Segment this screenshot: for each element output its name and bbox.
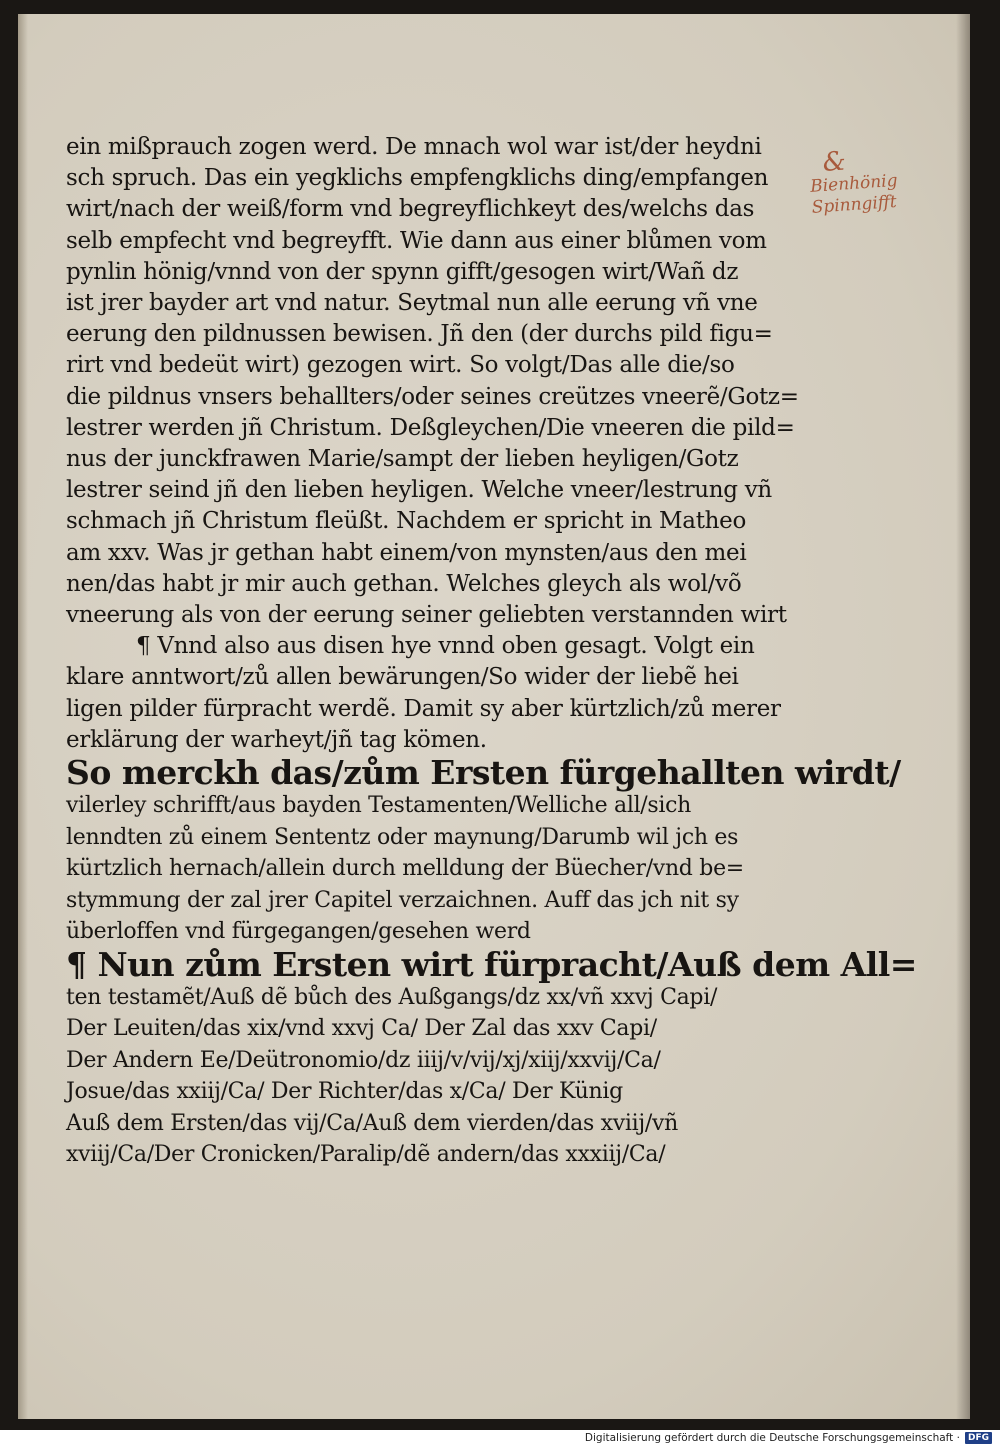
dfg-logo-icon: DFG [965,1432,992,1444]
page-edge-shadow [956,14,970,1419]
text-line: vilerley schrifft/aus bayden Testamenten/Welliche all/sich [66,793,692,819]
text-line: lestrer werden jñ Christum. Deßgleychen/Die vneeren die pild= [66,414,795,441]
margin-note-line: Spinngifft [811,191,898,218]
page-gutter-shadow [18,14,28,1419]
text-line: stymmung der zal jrer Capitel verzaichnen. Auff das jch nit sy [66,887,739,913]
text-line: erklärung der warheyt/jñ tag kömen. [66,726,487,753]
margin-mark: & [821,146,847,178]
text-line: ein mißprauch zogen werd. De mnach wol war ist/der heydni [66,134,762,160]
text-line: lestrer seind jñ den lieben heyligen. Welche vneer/lestrung vñ [66,477,772,504]
margin-note-line: Bienhönig [809,170,899,197]
footer-credit [585,1430,992,1445]
text-line: am xxv. Was jr gethan habt einem/von mynsten/aus den mei [66,539,747,566]
book-page [18,14,970,1419]
text-line: Auß dem Ersten/das vij/Ca/Auß dem vierden/das xviij/vñ [66,1110,678,1136]
text-line: Josue/das xxiij/Ca/ Der Richter/das x/Ca/ Der Künig [66,1079,623,1105]
text-line: rirt vnd bedeüt wirt) gezogen wirt. So volgt/Das alle die/so [66,352,735,379]
text-line: wirt/nach der weiß/form vnd begreyflichkeyt des/welchs das [66,196,755,223]
text-line: die pildnus vnsers behallters/oder seines creützes vneerẽ/Gotz= [66,383,799,410]
text-line: xviij/Ca/Der Cronicken/Paralip/dẽ andern/das xxxiij/Ca/ [66,1142,666,1168]
text-block [66,132,917,1171]
text-line: ten testamẽt/Auß dẽ bůch des Außgangs/dz xx/vñ xxvj Capi/ [66,984,718,1010]
text-line: kürtzlich hernach/allein durch melldung der Büecher/vnd be= [66,856,744,882]
text-line: pynlin hönig/vnnd von der spynn gifft/gesogen wirt/Wañ dz [66,258,739,285]
handwritten-margin-note [808,141,952,219]
text-line: Der Andern Ee/Deütronomio/dz iiij/v/vij/xj/xiij/xxvij/Ca/ [66,1047,661,1073]
text-line: ist jrer bayder art vnd natur. Seytmal nun alle eerung vñ vne [66,290,758,317]
text-line: überloffen vnd fürgegangen/gesehen werd [66,919,531,945]
text-line: nus der junckfrawen Marie/sampt der lieben heyligen/Gotz [66,446,739,473]
text-line: ligen pilder fürpracht werdẽ. Damit sy aber kürtzlich/zů merer [66,695,781,722]
text-line: sch spruch. Das ein yegklichs empfengklichs ding/empfangen [66,165,769,192]
section-heading: So merckh das/zům Ersten fürgehallten wirdt/ [66,753,901,793]
text-line: selb empfecht vnd begreyfft. Wie dann aus einer blůmen vom [66,227,767,254]
text-line: schmach jñ Christum fleüßt. Nachdem er spricht in Matheo [66,508,747,535]
text-line: klare anntwort/zů allen bewärungen/So wider der liebẽ hei [66,664,739,691]
text-line: lenndten zů einem Sententz oder maynung/Darumb wil jch es [66,824,739,850]
footer-text: Digitalisierung gefördert durch die Deutsche Forschungsgemeinschaft · [584,1431,960,1444]
paragraph-start-line: ¶ Vnnd also aus disen hye vnnd oben gesagt. Volgt ein [136,633,755,660]
section-heading: ¶ Nun zům Ersten wirt fürpracht/Auß dem All= [66,944,917,984]
text-line: nen/das habt jr mir auch gethan. Welches gleych als wol/võ [66,570,742,597]
text-line: Der Leuiten/das xix/vnd xxvj Ca/ Der Zal das xxv Capi/ [66,1016,657,1042]
text-line: eerung den pildnussen bewisen. Jñ den (der durchs pild figu= [66,321,773,348]
text-line: vneerung als von der eerung seiner geliebten verstannden wirt [66,602,787,629]
